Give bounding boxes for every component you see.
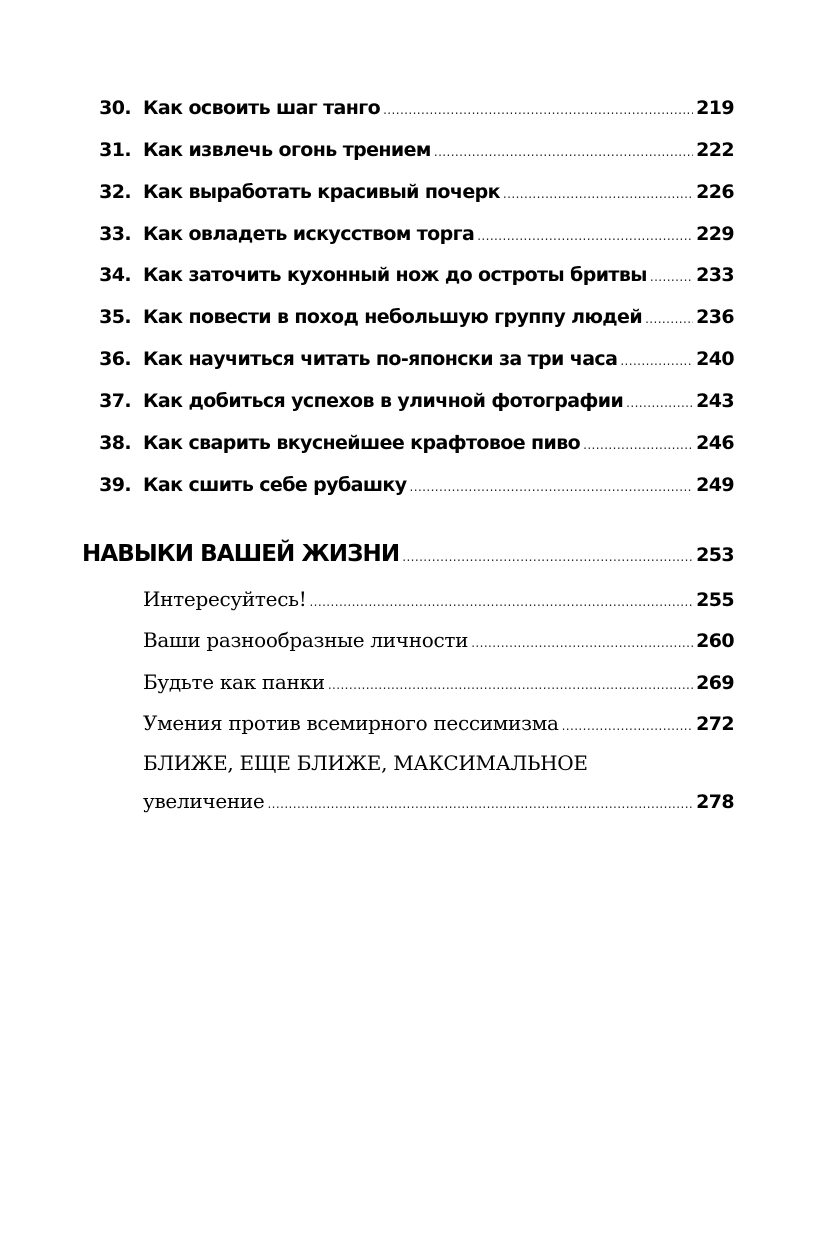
chapter-number: 33. — [99, 223, 131, 245]
page-number: 226 — [696, 181, 734, 203]
dot-leader — [503, 187, 693, 201]
page-number: 229 — [696, 223, 734, 245]
chapter-number: 37. — [99, 390, 131, 412]
chapter-title: Как овладеть искусством торга — [143, 223, 475, 245]
dot-leader — [650, 270, 693, 284]
page-number: 219 — [696, 97, 734, 119]
chapter-number: 31. — [99, 139, 131, 161]
chapter-number: 30. — [99, 97, 131, 119]
toc-entry[interactable] — [96, 223, 734, 245]
chapter-title: Как заточить кухонный нож до остроты бритвы — [143, 264, 647, 286]
chapter-title: Как извлечь огонь трением — [143, 139, 431, 161]
dot-leader — [434, 145, 693, 159]
subsection-title-line1: БЛИЖЕ, ЕЩЕ БЛИЖЕ, МАКСИМАЛЬНОЕ — [143, 751, 588, 775]
dot-leader — [626, 396, 693, 410]
dot-leader — [471, 636, 693, 650]
dot-leader — [309, 595, 693, 609]
subsection-title: Ваши разнообразные личности — [143, 628, 469, 652]
page-number: 222 — [696, 139, 734, 161]
chapter-title: Как выработать красивый почерк — [143, 181, 500, 203]
toc-section-entry[interactable] — [82, 541, 734, 567]
toc-subsection-entry[interactable] — [143, 628, 734, 652]
page-number: 253 — [696, 544, 734, 566]
chapter-number: 34. — [99, 264, 131, 286]
dot-leader — [645, 312, 693, 326]
dot-leader — [410, 480, 694, 494]
subsection-title: увеличение — [143, 789, 265, 813]
toc-entry[interactable] — [96, 474, 734, 496]
page-number: 272 — [696, 713, 734, 735]
toc-entry[interactable] — [96, 390, 734, 412]
page-number: 255 — [696, 589, 734, 611]
toc-entry[interactable] — [96, 139, 734, 161]
page-number: 249 — [696, 474, 734, 496]
subsection-title: Будьте как панки — [143, 670, 325, 694]
dot-leader — [383, 103, 693, 117]
toc-subsection-entry[interactable] — [143, 670, 734, 694]
toc-subsection-entry[interactable] — [143, 587, 734, 611]
dot-leader — [583, 438, 693, 452]
subsection-title: Умения против всемирного пессимизма — [143, 711, 559, 735]
toc-entry[interactable] — [96, 348, 734, 370]
page-number: 233 — [696, 264, 734, 286]
chapter-number: 35. — [99, 306, 131, 328]
chapter-title: Как освоить шаг танго — [143, 97, 381, 119]
chapter-title: Как научиться читать по-японски за три часа — [143, 348, 618, 370]
toc-entry[interactable] — [96, 97, 734, 119]
chapter-number: 39. — [99, 474, 131, 496]
dot-leader — [477, 229, 693, 243]
dot-leader — [267, 797, 693, 811]
toc-subsection-entry[interactable] — [143, 789, 734, 813]
page-number: 240 — [696, 348, 734, 370]
toc-entry[interactable] — [96, 432, 734, 454]
page-number: 269 — [696, 672, 734, 694]
toc-subsection-entry[interactable] — [143, 711, 734, 735]
page-number: 260 — [696, 630, 734, 652]
chapter-title: Как сварить вкуснейшее крафтовое пиво — [143, 432, 581, 454]
page-number: 278 — [696, 791, 734, 813]
chapter-number: 32. — [99, 181, 131, 203]
dot-leader — [562, 719, 694, 733]
dot-leader — [620, 354, 693, 368]
page-number: 236 — [696, 306, 734, 328]
chapter-number: 36. — [99, 348, 131, 370]
subsection-title: Интересуйтесь! — [143, 587, 307, 611]
chapter-title: Как сшить себе рубашку — [143, 474, 407, 496]
dot-leader — [402, 550, 693, 564]
page-number: 243 — [696, 390, 734, 412]
chapter-title: Как добиться успехов в уличной фотографии — [143, 390, 624, 412]
page-number: 246 — [696, 432, 734, 454]
toc-entry[interactable] — [96, 306, 734, 328]
chapter-title: Как повести в поход небольшую группу людей — [143, 306, 643, 328]
toc-entry[interactable] — [96, 264, 734, 286]
dot-leader — [328, 678, 693, 692]
toc-entry[interactable] — [96, 181, 734, 203]
chapter-number: 38. — [99, 432, 131, 454]
section-title: НАВЫКИ ВАШЕЙ ЖИЗНИ — [82, 541, 400, 567]
